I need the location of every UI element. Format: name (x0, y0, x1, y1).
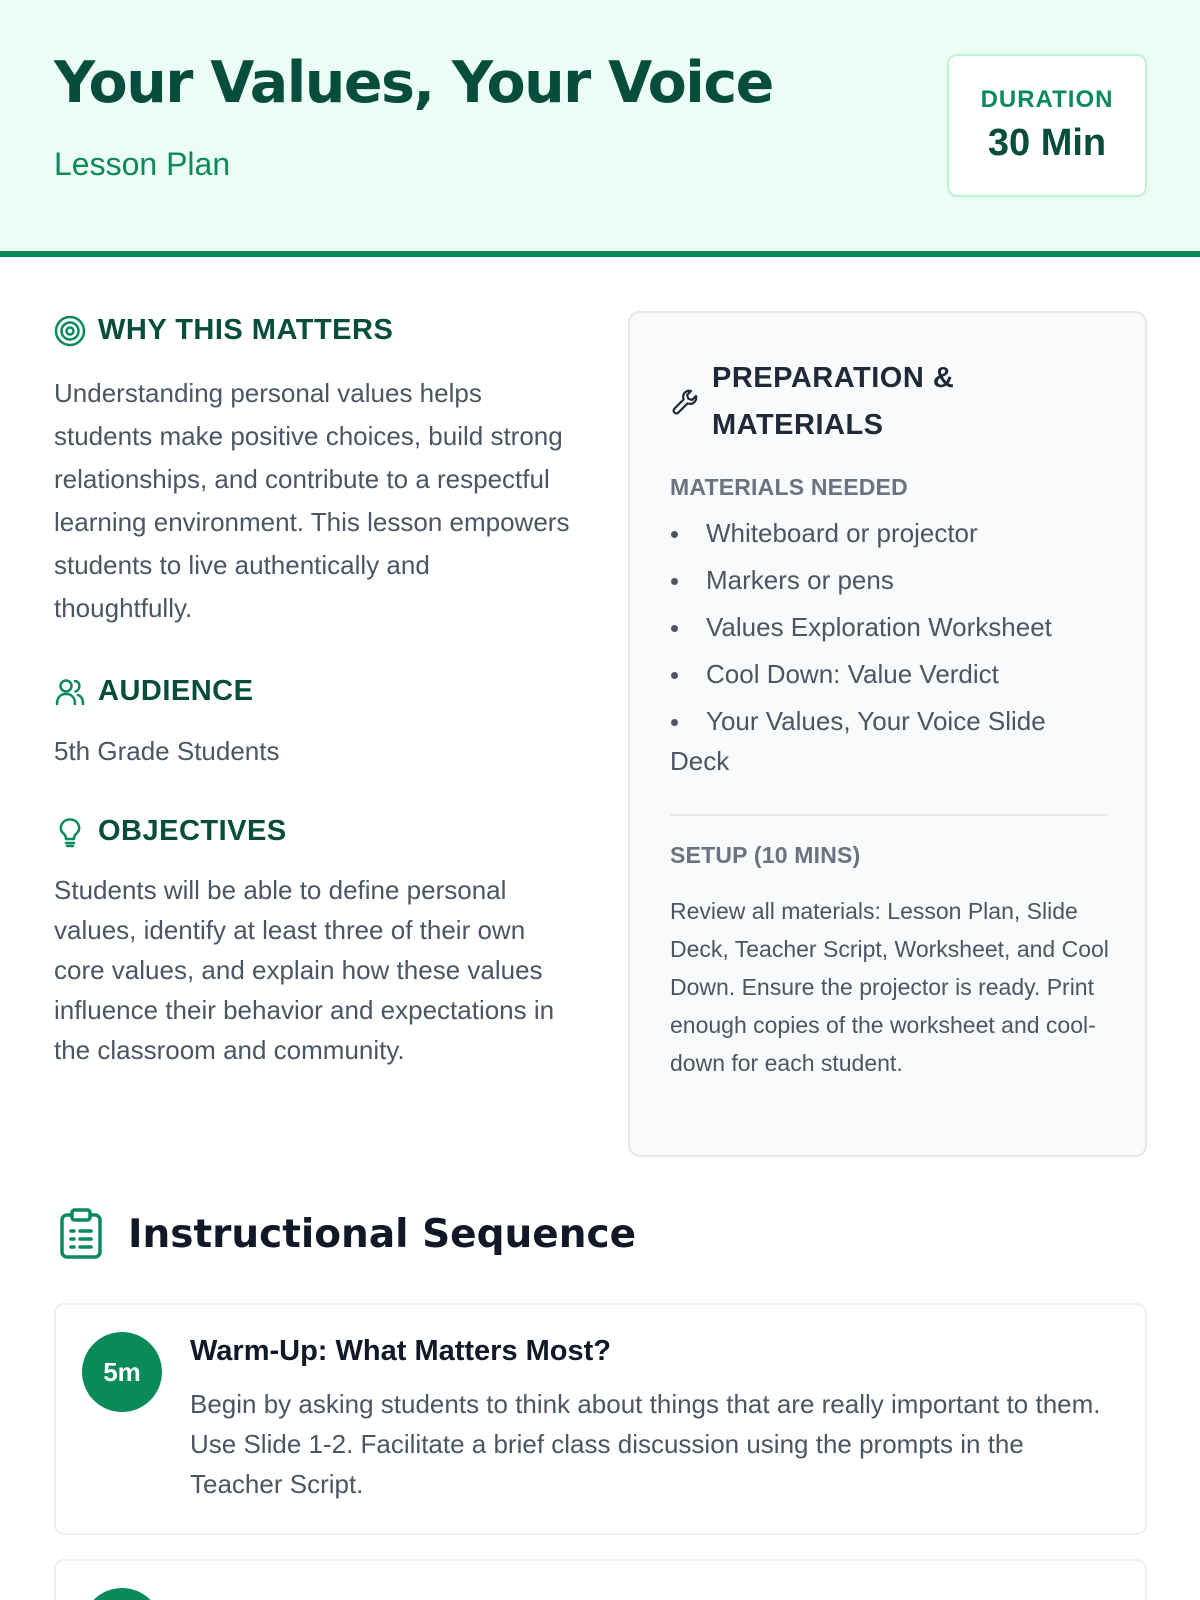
step-duration-badge-next (82, 1588, 162, 1600)
materials-list (670, 513, 1110, 788)
duration-value: 30 Min (987, 122, 1107, 164)
preparation-label: PREPARATION & MATERIALS (712, 362, 955, 441)
list-item: Whiteboard or projector (670, 513, 1110, 553)
materials-needed-label: MATERIALS NEEDED (670, 474, 908, 500)
objectives-heading (54, 815, 287, 848)
why-this-matters-heading (54, 314, 393, 347)
preparation-heading (670, 355, 992, 449)
divider (670, 814, 1107, 816)
why-this-matters-label: WHY THIS MATTERS (98, 314, 394, 346)
setup-text: Review all materials: Lesson Plan, Slide Deck, Teacher Script, Worksheet, and Cool Down. Ensure the projector is ready. Print enough copies of the worksheet and cool-down for each student. (670, 898, 1109, 1076)
list-item: Values Exploration Worksheet (670, 607, 1110, 647)
lesson-title: Your Values, Your Voice (54, 50, 773, 116)
clipboard-icon (58, 1208, 104, 1260)
duration-card (947, 54, 1147, 197)
step-title: Warm-Up: What Matters Most? (190, 1335, 612, 1367)
list-item: Cool Down: Value Verdict (670, 654, 1110, 694)
lightbulb-icon (54, 816, 86, 848)
users-icon (54, 676, 86, 708)
step-description: Begin by asking students to think about things that are really important to them. Use Slide 1-2. Facilitate a brief class discussion using the prompts in the Teacher Script. (190, 1389, 1101, 1499)
instructional-sequence-heading (58, 1208, 636, 1260)
step-card (54, 1303, 1147, 1535)
setup-label: SETUP (10 MINS) (670, 842, 861, 868)
objectives-text: Students will be able to define personal values, identify at least three of their own core values, and explain how these values influence their behavior and expectations in the classroom and community. (54, 875, 555, 1065)
lesson-header (0, 0, 1200, 257)
why-this-matters-text: Understanding personal values helps students make positive choices, build strong relationships, and contribute to a respectful learning environment. This lesson empowers students to live authentically and thoughtfully. (54, 378, 570, 623)
lesson-subtitle: Lesson Plan (54, 146, 231, 182)
list-item: Your Values, Your Voice Slide Deck (670, 701, 1110, 781)
duration-label: DURATION (980, 86, 1114, 113)
objectives-label: OBJECTIVES (98, 815, 287, 847)
wrench-icon (670, 387, 700, 417)
instructional-sequence-label: Instructional Sequence (128, 1211, 637, 1257)
list-item: Markers or pens (670, 560, 1110, 600)
step-duration-badge: 5m (82, 1332, 162, 1412)
audience-heading (54, 675, 253, 708)
preparation-card (628, 311, 1147, 1157)
step-card-next (54, 1559, 1147, 1600)
audience-text: 5th Grade Students (54, 736, 280, 766)
target-icon (54, 315, 86, 347)
audience-label: AUDIENCE (98, 675, 254, 707)
